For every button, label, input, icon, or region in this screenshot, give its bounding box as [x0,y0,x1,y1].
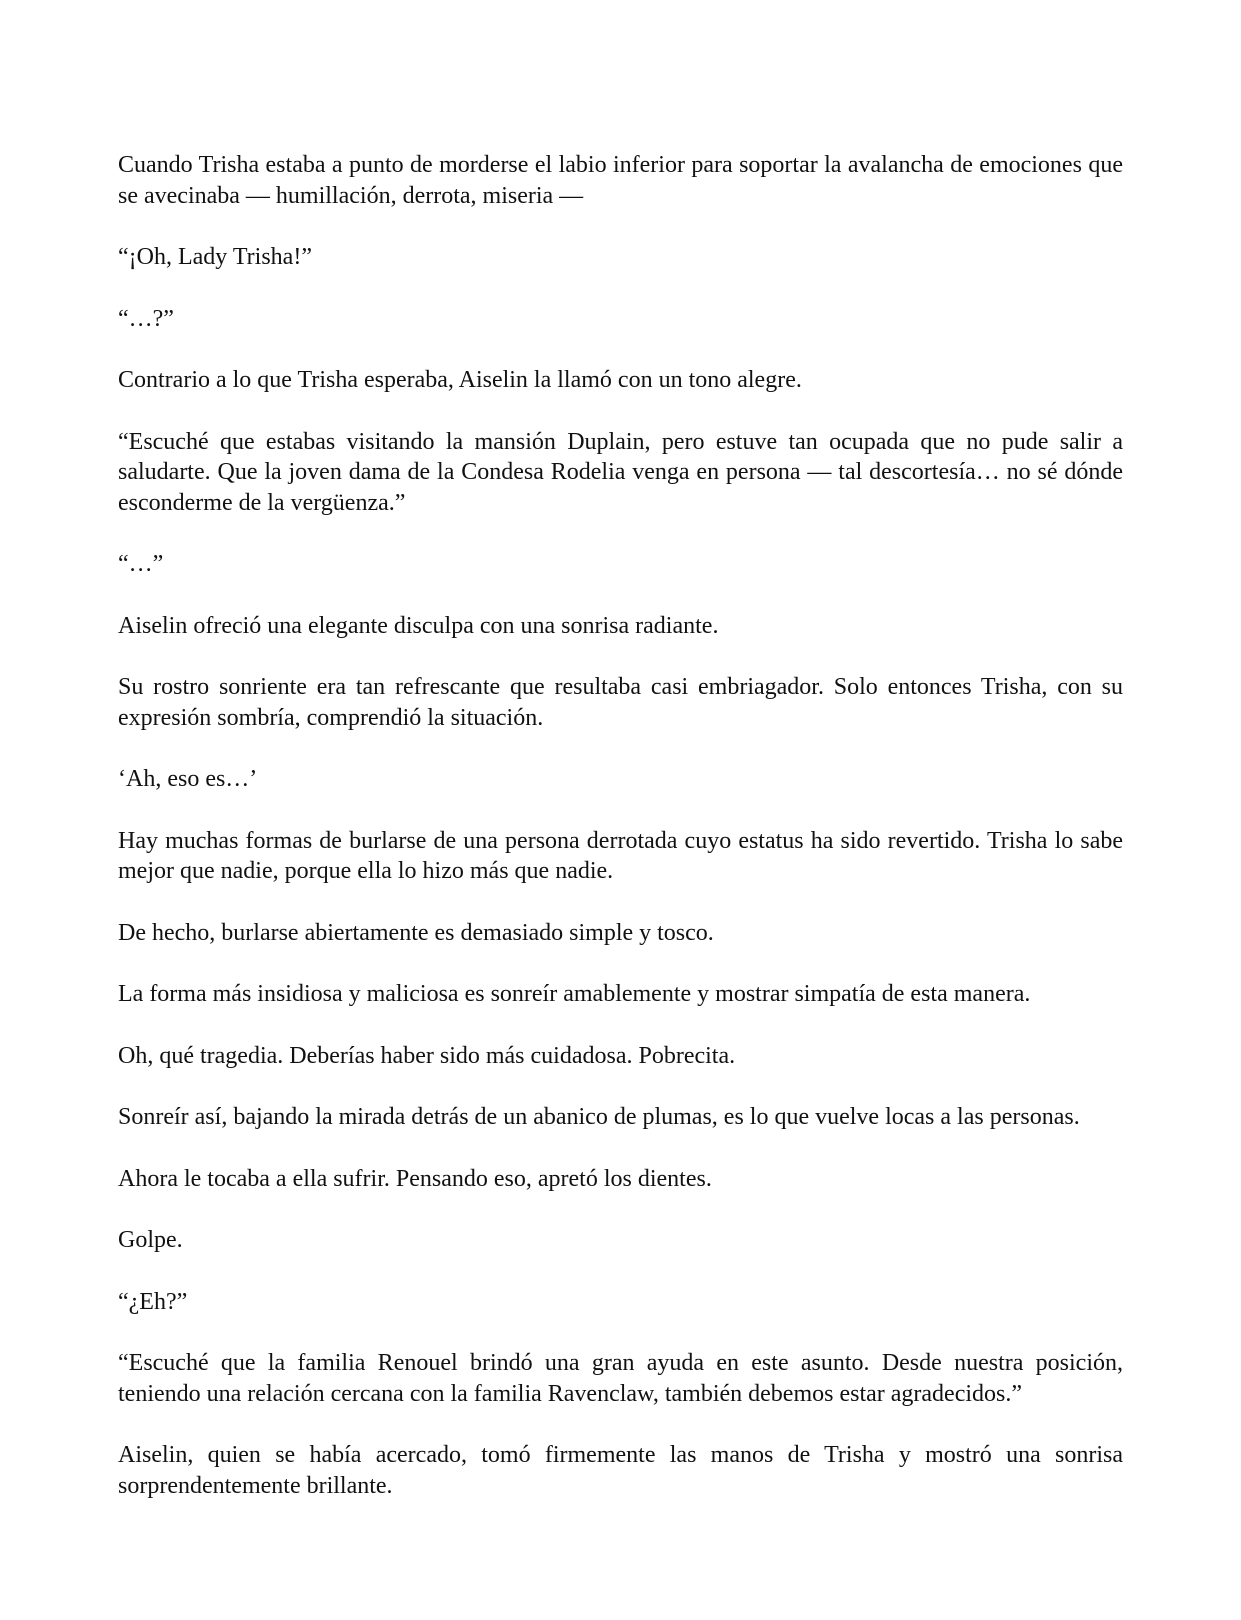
paragraph: Aiselin ofreció una elegante disculpa con una sonrisa radiante. [118,612,719,639]
paragraph: “¿Eh?” [118,1288,188,1315]
paragraph: “…” [118,551,164,577]
paragraph: Ahora le tocaba a ella sufrir. Pensando eso, apretó los dientes. [118,1165,712,1192]
paragraph: Golpe. [118,1227,183,1253]
paragraph: ‘Ah, eso es…’ [118,766,258,792]
paragraph: “…?” [118,305,174,332]
paragraph: Su rostro sonriente era tan refrescante que resultaba casi embriagador. Solo entonces Trisha, con su expresión sombría, comprendió la situación. [118,674,1123,731]
paragraph: La forma más insidiosa y maliciosa es sonreír amablemente y mostrar simpatía de esta manera. [118,981,1031,1007]
paragraph: “Escuché que estabas visitando la mansión Duplain, pero estuve tan ocupada que no pude salir a saludarte. Que la joven dama de la Condesa Rodelia venga en persona — tal descortesía… no sé dónde esconderme de la vergüenza.” [118,428,1123,516]
paragraph: “¡Oh, Lady Trisha!” [118,244,312,270]
paragraph: Oh, qué tragedia. Deberías haber sido más cuidadosa. Pobrecita. [118,1042,736,1069]
paragraph: De hecho, burlarse abiertamente es demasiado simple y tosco. [118,919,714,946]
paragraph: Sonreír así, bajando la mirada detrás de un abanico de plumas, es lo que vuelve locas a las personas. [118,1104,1080,1130]
paragraph: Contrario a lo que Trisha esperaba, Aiselin la llamó con un tono alegre. [118,367,802,393]
paragraph: “Escuché que la familia Renouel brindó una gran ayuda en este asunto. Desde nuestra posición, teniendo una relación cercana con la familia Ravenclaw, también debemos estar agradecidos.” [118,1350,1123,1407]
paragraph: Cuando Trisha estaba a punto de morderse el labio inferior para soportar la avalancha de emociones que se avecinaba — humillación, derrota, miseria — [118,152,1123,209]
body-text [118,150,1123,1501]
paragraph: Hay muchas formas de burlarse de una persona derrotada cuyo estatus ha sido revertido. Trisha lo sabe mejor que nadie, porque ella lo hizo más que nadie. [118,827,1123,884]
paragraph: Aiselin, quien se había acercado, tomó firmemente las manos de Trisha y mostró una sonrisa sorprendentemente brillante. [118,1442,1123,1499]
